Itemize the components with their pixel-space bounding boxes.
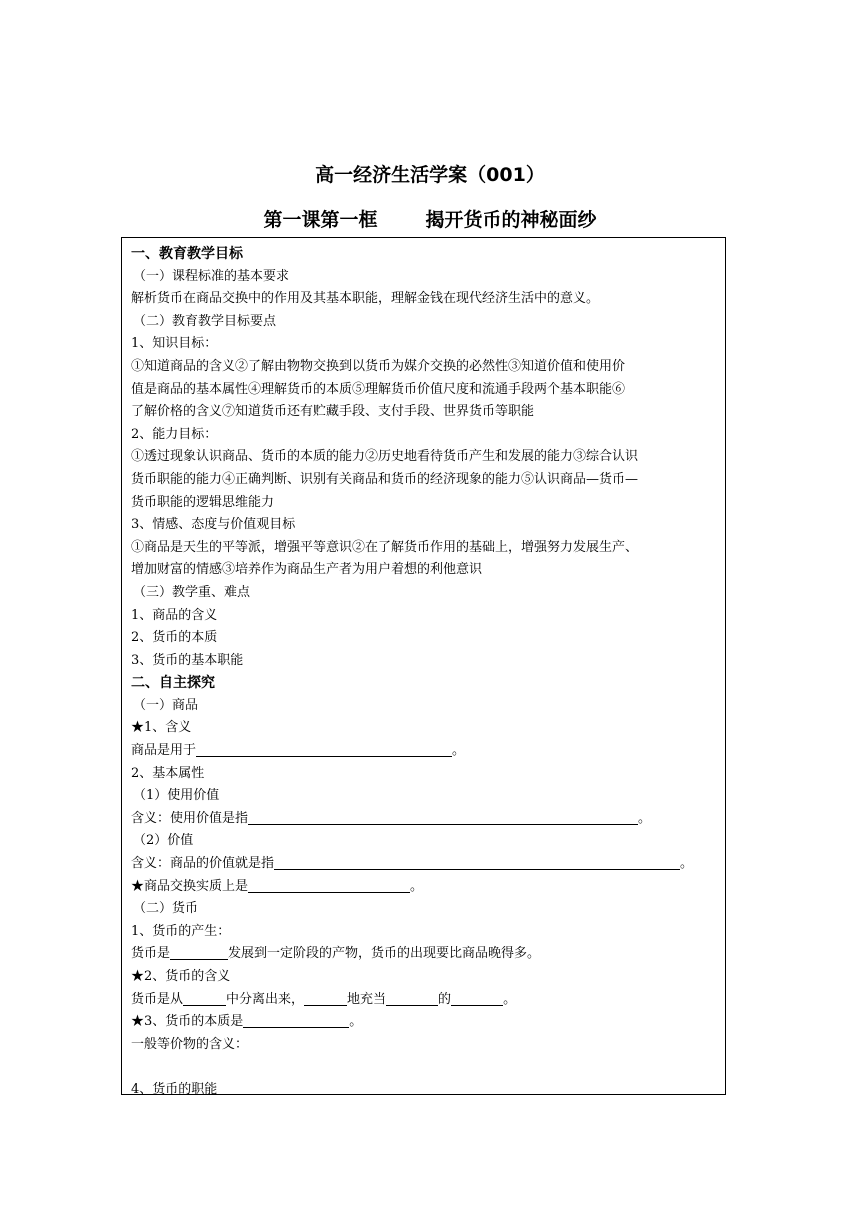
list-item: 2、货币的本质 — [131, 630, 218, 646]
prompt-text: 商品是用于 — [131, 743, 197, 759]
section-heading: 二、自主探究 — [131, 675, 215, 692]
paragraph-line: ①商品是天生的平等派，增强平等意识②在了解货币作用的基础上，增强努力发展生产、 — [131, 539, 639, 555]
punctuation: 。 — [349, 1014, 363, 1030]
prompt-text: 中分离出来， — [226, 991, 305, 1007]
paragraph-line: 解析货币在商品交换中的作用及其基本职能，理解金钱在现代经济生活中的意义。 — [131, 291, 600, 307]
subsection-heading: （二）货币 — [133, 901, 199, 917]
answer-blank[interactable] — [248, 810, 638, 825]
paragraph-line: 值是商品的基本属性④理解货币的本质⑤理解货币价值尺度和流通手段两个基本职能⑥ — [131, 381, 626, 397]
answer-space[interactable] — [131, 1056, 725, 1079]
item-heading: 4、货币的职能 — [131, 1081, 218, 1097]
subsection-heading: （一）课程标准的基本要求 — [133, 268, 290, 284]
paragraph-line: 增加财富的情感③培养作为商品生产者为用户着想的利他意识 — [131, 562, 483, 578]
item-heading: 1、货币的产生： — [131, 923, 231, 939]
subsection-heading: （三）教学重、难点 — [133, 584, 251, 600]
answer-blank[interactable] — [248, 878, 410, 893]
fill-in-line — [131, 876, 725, 899]
list-item: 3、货币的基本职能 — [131, 652, 244, 668]
fill-in-line — [131, 989, 725, 1012]
lesson-number: 第一课第一框 — [263, 209, 378, 231]
fill-in-line — [131, 1011, 725, 1034]
punctuation: 。 — [680, 856, 694, 872]
worksheet-table — [121, 237, 726, 1095]
prompt-text: 货币是从 — [131, 991, 184, 1007]
answer-blank[interactable] — [451, 991, 503, 1006]
prompt-text: 含义：使用价值是指 — [131, 810, 249, 826]
item-heading: 2、能力目标： — [131, 426, 218, 442]
item-heading: （1）使用价值 — [133, 788, 220, 804]
paragraph-line: ①知道商品的含义②了解由物物交换到以货币为媒介交换的必然性③知道价值和使用价 — [131, 358, 626, 374]
prompt-text: 货币是 — [131, 946, 171, 962]
list-item: 1、商品的含义 — [131, 607, 218, 623]
subsection-heading: （一）商品 — [133, 697, 199, 713]
fill-in-line — [131, 740, 725, 763]
lesson-topic: 揭开货币的神秘面纱 — [425, 209, 597, 231]
prompt-text: 地充当 — [347, 991, 387, 1007]
item-heading: （2）价值 — [133, 833, 194, 849]
answer-blank[interactable] — [183, 991, 226, 1006]
prompt-text: 含义：商品的价值就是指 — [131, 856, 275, 872]
fill-in-line — [131, 943, 725, 966]
answer-blank[interactable] — [170, 945, 228, 960]
item-heading: 3、情感、态度与价值观目标 — [131, 517, 296, 533]
answer-blank[interactable] — [196, 742, 452, 757]
lesson-subtitle — [0, 205, 860, 232]
item-heading: ★2、货币的含义 — [131, 969, 231, 984]
punctuation: 。 — [638, 810, 652, 826]
answer-blank[interactable] — [386, 991, 438, 1006]
punctuation: 。 — [452, 743, 466, 759]
prompt-text: ★3、货币的本质是 — [131, 1014, 244, 1030]
item-heading: ★1、含义 — [131, 720, 192, 736]
fill-in-line — [131, 853, 725, 876]
punctuation: 。 — [503, 991, 517, 1007]
section-heading: 一、教育教学目标 — [131, 246, 243, 262]
paragraph-line: 货币职能的逻辑思维能力 — [131, 494, 275, 510]
prompt-text: 的 — [438, 991, 452, 1007]
prompt-text: 发展到一定阶段的产物，货币的出现要比商品晚得多。 — [228, 946, 541, 962]
paragraph-line: 了解价格的含义⑦知道货币还有贮藏手段、支付手段、世界货币等职能 — [131, 404, 535, 420]
fill-in-line — [131, 808, 725, 831]
prompt-text: ★商品交换实质上是 — [131, 878, 249, 894]
subsection-heading: （二）教育教学目标要点 — [133, 313, 277, 329]
item-heading: 一般等价物的含义： — [131, 1036, 249, 1052]
answer-blank[interactable] — [304, 991, 347, 1006]
item-heading: 1、知识目标： — [131, 336, 218, 352]
punctuation: 。 — [410, 878, 424, 894]
item-heading: 2、基本属性 — [131, 765, 205, 781]
paragraph-line: 货币职能的能力④正确判断、识别有关商品和货币的经济现象的能力⑤认识商品—货币— — [131, 471, 639, 487]
paragraph-line: ①透过现象认识商品、货币的本质的能力②历史地看待货币产生和发展的能力③综合认识 — [131, 449, 639, 465]
answer-blank[interactable] — [274, 855, 680, 870]
document-title: 高一经济生活学案（001） — [315, 164, 545, 186]
answer-blank[interactable] — [243, 1013, 349, 1028]
